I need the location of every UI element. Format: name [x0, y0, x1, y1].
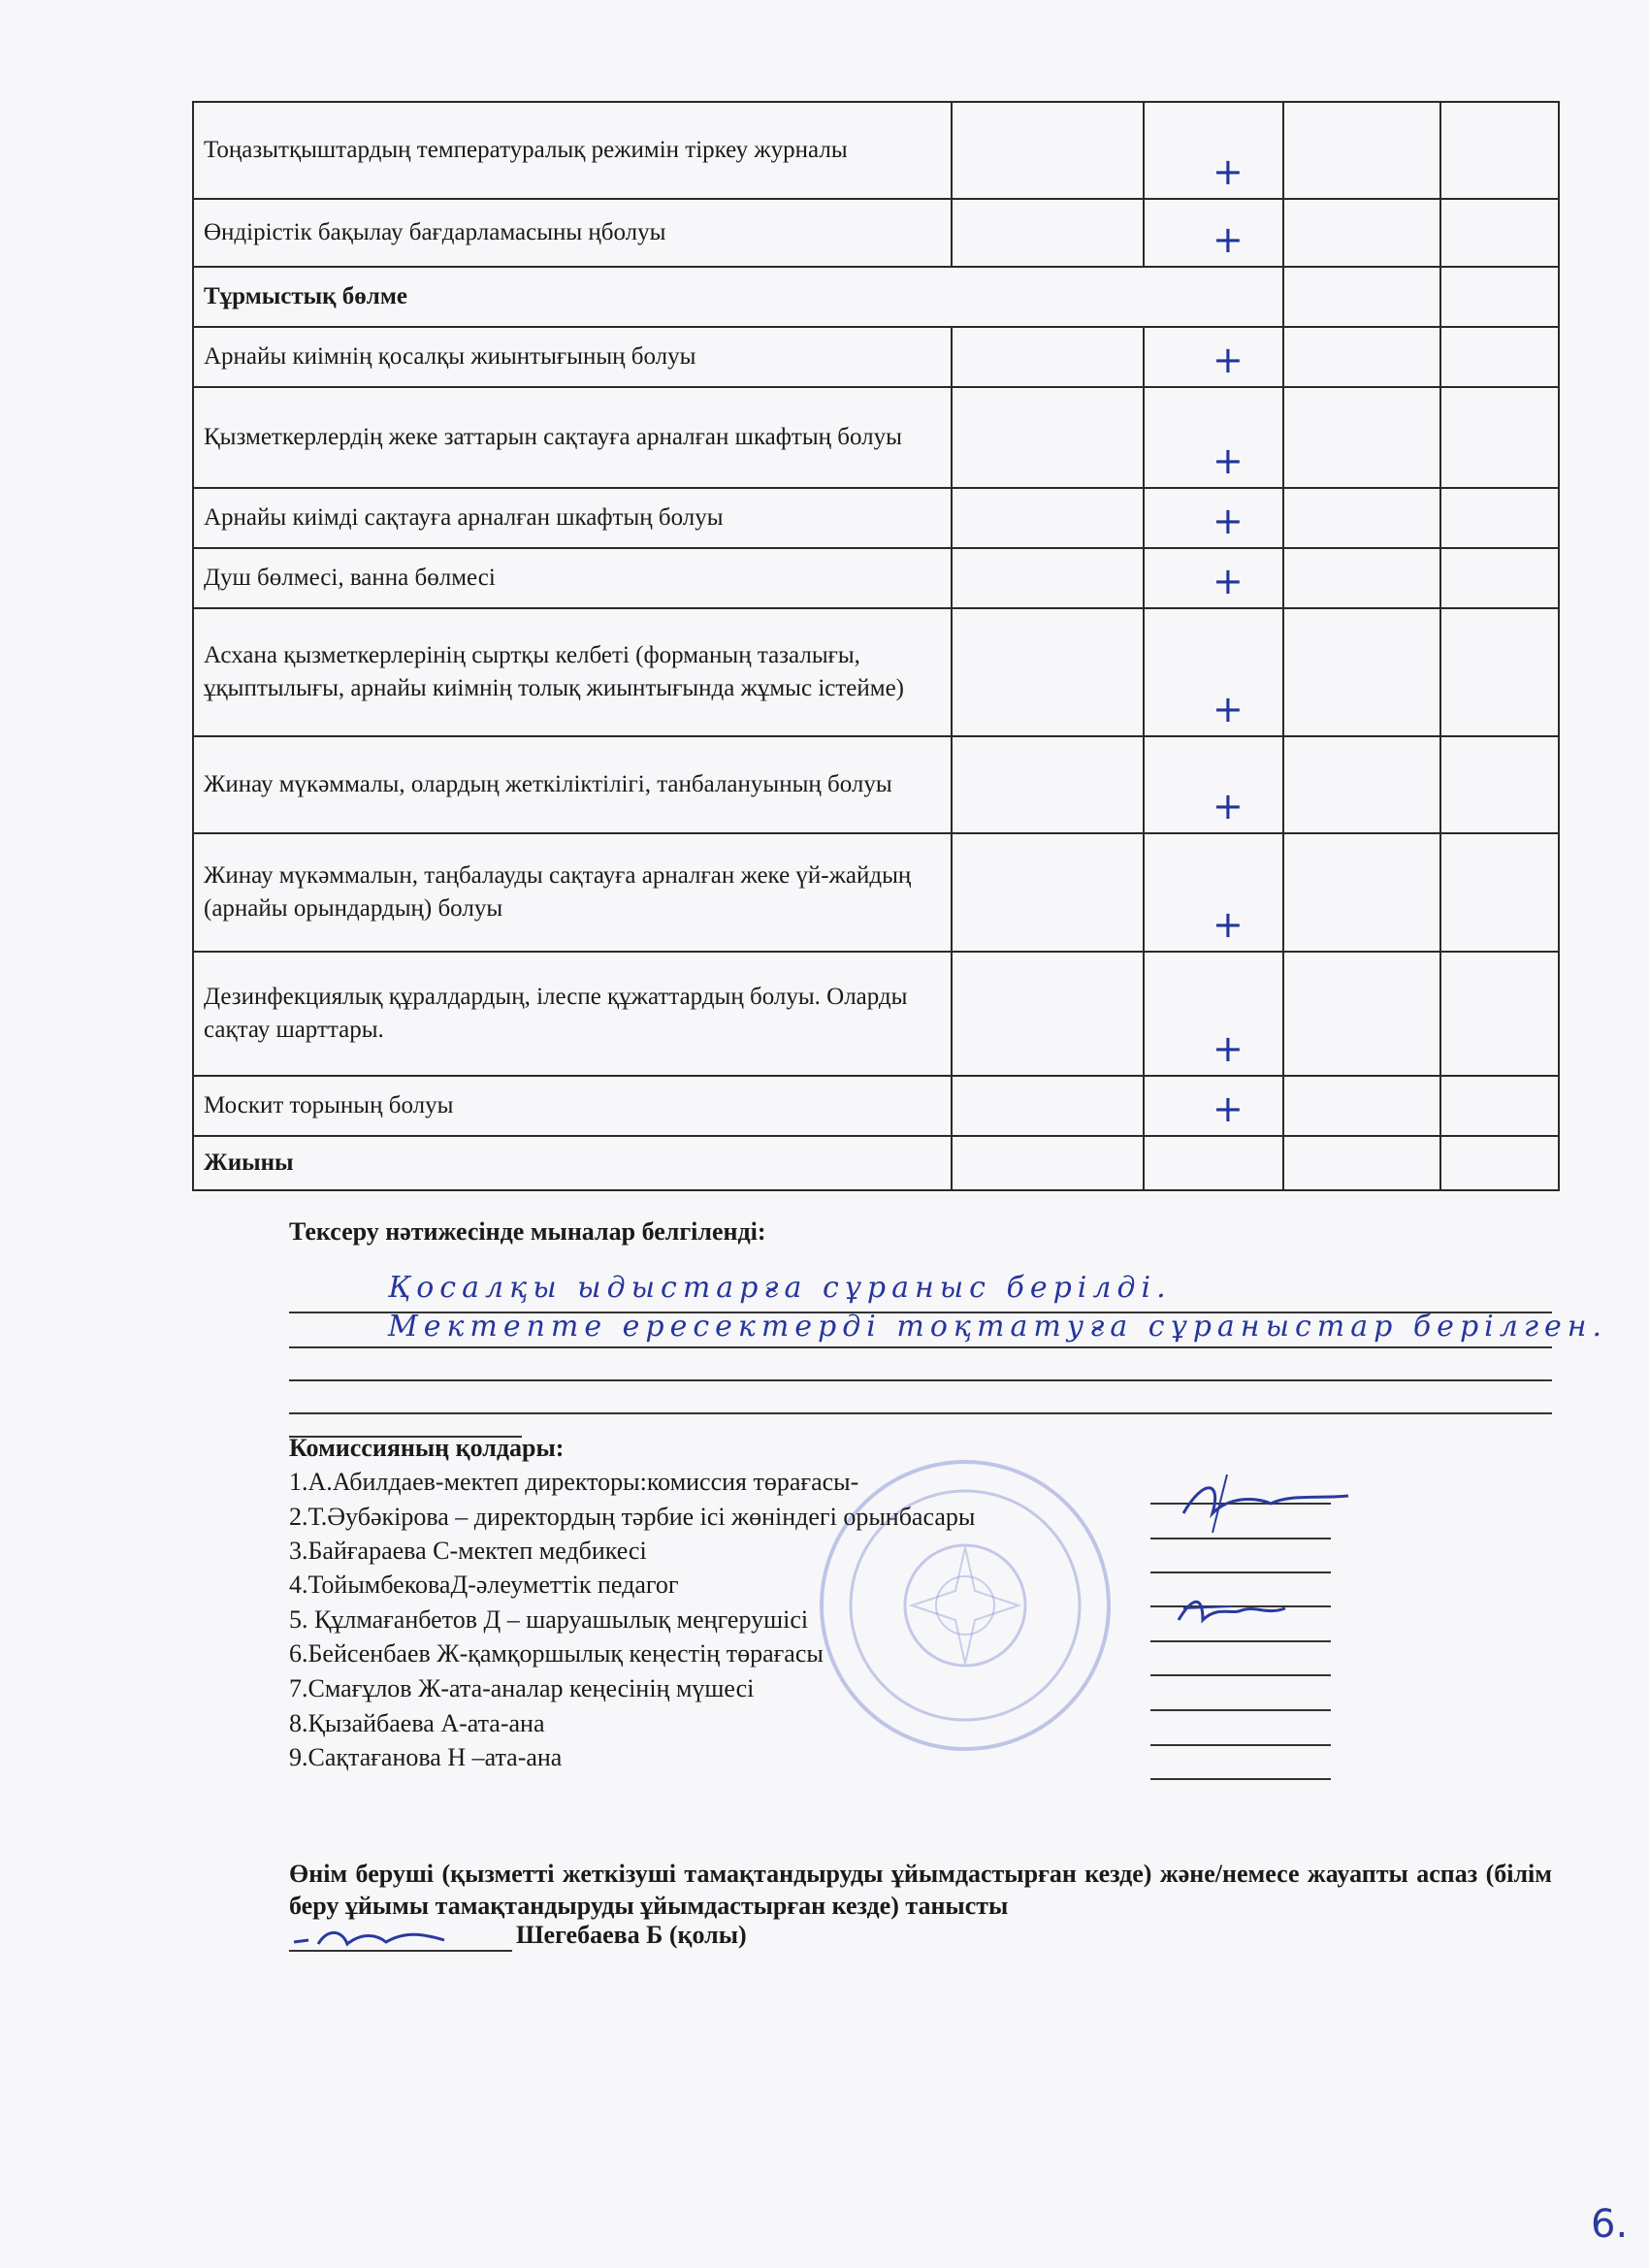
- check-cell: [1144, 102, 1283, 199]
- empty-cell: [1283, 952, 1440, 1076]
- row-label: Асхана қызметкерлерінің сыртқы келбеті (форманың тазалығы, ұқыптылығы, арнайы киімнің толық жиынтығында жұмыс істейме): [193, 608, 952, 736]
- empty-cell: [952, 833, 1144, 952]
- empty-cell: [1440, 608, 1559, 736]
- signature-line: [1150, 1709, 1331, 1711]
- check-mark: +: [1212, 150, 1244, 193]
- empty-cell: [952, 488, 1144, 548]
- empty-cell: [1440, 199, 1559, 267]
- table-row: [193, 387, 1559, 488]
- table-row: [193, 1076, 1559, 1136]
- check-mark: +: [1212, 903, 1244, 946]
- table-row: [193, 1136, 1559, 1190]
- empty-cell: [1283, 1136, 1440, 1190]
- check-cell: [1144, 952, 1283, 1076]
- empty-cell: [1440, 952, 1559, 1076]
- empty-cell: [1283, 387, 1440, 488]
- row-label: Арнайы киімді сақтауға арналған шкафтың болуы: [193, 488, 952, 548]
- check-mark: +: [1212, 500, 1244, 542]
- commission-member: 4.ТойымбековаД-әлеуметтік педагог: [289, 1571, 679, 1599]
- empty-cell: [1283, 267, 1440, 327]
- results-line: [289, 1412, 1552, 1414]
- empty-cell: [1283, 1076, 1440, 1136]
- check-cell: [1144, 608, 1283, 736]
- page-number: 6.: [1591, 2202, 1629, 2247]
- empty-cell: [1283, 327, 1440, 387]
- results-title: Тексеру нәтижесінде мыналар белгіленді:: [289, 1217, 766, 1246]
- empty-cell: [952, 952, 1144, 1076]
- table-row: [193, 548, 1559, 608]
- empty-cell: [1440, 1136, 1559, 1190]
- check-cell: [1144, 1076, 1283, 1136]
- commission-member: 1.А.Абилдаев-мектеп директоры:комиссия төрағасы-: [289, 1468, 859, 1496]
- table-row: [193, 488, 1559, 548]
- check-cell: [1144, 199, 1283, 267]
- check-mark: +: [1212, 439, 1244, 482]
- row-label: Жиыны: [193, 1136, 952, 1190]
- row-label: Тұрмыстық бөлме: [193, 267, 1283, 327]
- empty-cell: [1440, 102, 1559, 199]
- commission-member: 3.Байғараева С-мектеп медбикесі: [289, 1537, 647, 1565]
- signature-social-pedagog: [1174, 1591, 1290, 1638]
- row-label: Дезинфекциялық құралдардың, ілеспе құжаттардың болуы. Оларды сақтау шарттары.: [193, 952, 952, 1076]
- check-mark: +: [1212, 1087, 1244, 1130]
- signature-line: [1150, 1571, 1331, 1573]
- empty-cell: [1440, 327, 1559, 387]
- empty-cell: [1440, 833, 1559, 952]
- empty-cell: [1283, 736, 1440, 833]
- empty-cell: [1440, 488, 1559, 548]
- row-label: Жинау мүкәммалын, таңбалауды сақтауға арналған жеке үй-жайдың (арнайы орындардың) болуы: [193, 833, 952, 952]
- commission-member: 6.Бейсенбаев Ж-қамқоршылық кеңестің төрағасы: [289, 1639, 824, 1668]
- signature-line: [1150, 1778, 1331, 1780]
- row-label: Тоңазытқыштардың температуралық режимін тіркеу журналы: [193, 102, 952, 199]
- check-mark: +: [1212, 560, 1244, 602]
- signature-cook: [289, 1923, 483, 1952]
- empty-cell: [952, 102, 1144, 199]
- empty-cell: [1283, 548, 1440, 608]
- table-row: [193, 267, 1559, 327]
- check-mark: +: [1212, 688, 1244, 730]
- empty-cell: [1440, 1076, 1559, 1136]
- empty-cell: [952, 1136, 1144, 1190]
- check-cell: [1144, 833, 1283, 952]
- signature-director: [1174, 1474, 1358, 1541]
- table-row: [193, 327, 1559, 387]
- table-row: [193, 102, 1559, 199]
- signature-line: [1150, 1640, 1331, 1642]
- signature-line: [1150, 1744, 1331, 1746]
- check-mark: +: [1212, 339, 1244, 381]
- empty-cell: [952, 387, 1144, 488]
- check-cell: [1144, 548, 1283, 608]
- check-cell: [1144, 387, 1283, 488]
- commission-member: 5. Құлмағанбетов Д – шаруашылық меңгерушісі: [289, 1605, 809, 1634]
- row-label: Москит торының болуы: [193, 1076, 952, 1136]
- check-mark: +: [1212, 785, 1244, 827]
- footer-name: Шегебаева Б (қолы): [516, 1921, 747, 1949]
- commission-member: 9.Сақтағанова Н –ата-ана: [289, 1743, 563, 1771]
- row-label: Қызметкерлердің жеке заттарын сақтауға арналған шкафтың болуы: [193, 387, 952, 488]
- empty-cell: [1283, 488, 1440, 548]
- checklist-table: [192, 101, 1560, 1191]
- commission-title: Комиссияның қолдары:: [289, 1434, 565, 1462]
- empty-cell: [952, 548, 1144, 608]
- footer-signature-line: [289, 1921, 512, 1952]
- empty-cell: [1283, 102, 1440, 199]
- results-line: [289, 1346, 1552, 1348]
- empty-cell: [1440, 267, 1559, 327]
- empty-cell: [952, 327, 1144, 387]
- table-row: [193, 952, 1559, 1076]
- check-cell: [1144, 327, 1283, 387]
- empty-cell: [1440, 548, 1559, 608]
- row-label: Душ бөлмесі, ванна бөлмесі: [193, 548, 952, 608]
- empty-cell: [952, 1076, 1144, 1136]
- empty-cell: [1283, 833, 1440, 952]
- row-label: Өндірістік бақылау бағдарламасыны ңболуы: [193, 199, 952, 267]
- check-cell: [1144, 736, 1283, 833]
- table-row: [193, 833, 1559, 952]
- check-mark: +: [1212, 218, 1244, 261]
- handwritten-note: Қосалқы ыдыстарға сұраныс берілді.: [388, 1271, 1172, 1305]
- table-row: [193, 736, 1559, 833]
- empty-cell: [952, 199, 1144, 267]
- check-cell: [1144, 1136, 1283, 1190]
- signature-line: [1150, 1674, 1331, 1676]
- table-row: [193, 199, 1559, 267]
- commission-member: 7.Смағұлов Ж-ата-аналар кеңесінің мүшесі: [289, 1674, 755, 1702]
- check-cell: [1144, 488, 1283, 548]
- empty-cell: [1283, 199, 1440, 267]
- row-label: Жинау мүкәммалы, олардың жеткіліктілігі, танбалануының болуы: [193, 736, 952, 833]
- footer-text: Өнім беруші (қызметті жеткізуші тамақтандыруды ұйымдастырған кезде) және/немесе жауапты аспаз (білім беру ұйымы тамақтандыруды ұйымдастырған кезде) танысты: [289, 1860, 1552, 1920]
- official-stamp: [815, 1455, 1116, 1756]
- commission-member: 2.Т.Әубәкірова – директордың тәрбие ісі жөніндегі орынбасары: [289, 1503, 976, 1531]
- empty-cell: [1440, 736, 1559, 833]
- empty-cell: [952, 608, 1144, 736]
- handwritten-note: Мектепте ересектерді тоқтатуға сұраныстар берілген.: [388, 1310, 1608, 1344]
- empty-cell: [952, 736, 1144, 833]
- results-line: [289, 1379, 1552, 1381]
- table-row: [193, 608, 1559, 736]
- check-mark: +: [1212, 1027, 1244, 1070]
- empty-cell: [1283, 608, 1440, 736]
- commission-member: 8.Қызайбаева А-ата-ана: [289, 1709, 545, 1737]
- empty-cell: [1440, 387, 1559, 488]
- row-label: Арнайы киімнің қосалқы жиынтығының болуы: [193, 327, 952, 387]
